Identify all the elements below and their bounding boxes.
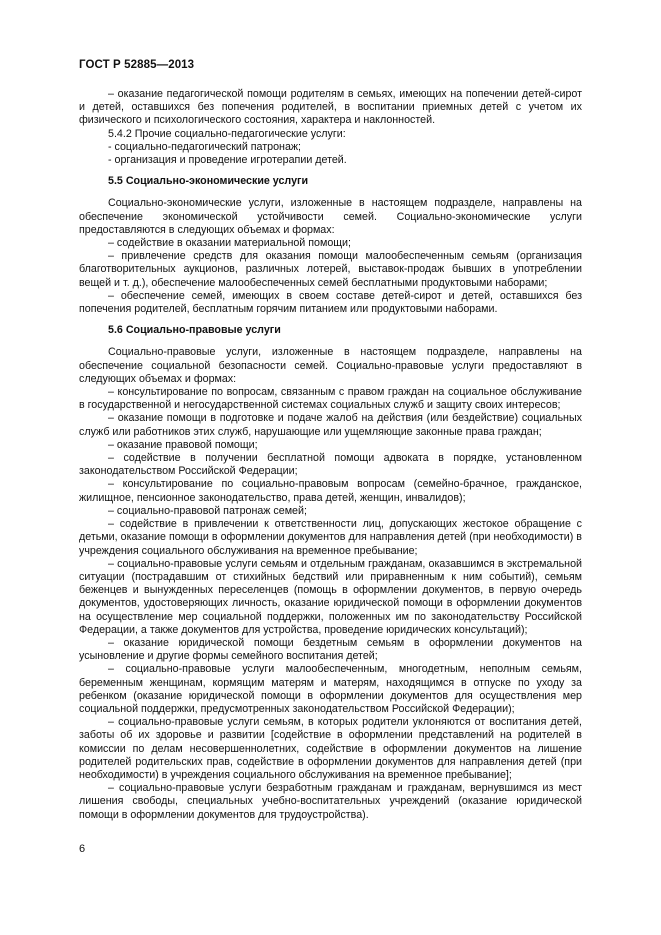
paragraph: – социально-правовые услуги безработным гражданам и гражданам, вернувшимся из мест лишения свободы, специальных учебно-воспитательных учреждений (оказание юридической помощи в оформлении документов для трудоустройства). — [79, 782, 582, 821]
paragraph: – содействие в оказании материальной помощи; — [108, 237, 351, 250]
paragraph: – содействие в привлечении к ответственности лиц, допускающих жестокое обращение с детьми, оказание помощи в оформлении документов для направления детей (при необходимости) в учреждения социального обслуживания на временное пребывание; — [79, 518, 582, 557]
paragraph: 5.4.2 Прочие социально-педагогические услуги: — [108, 127, 346, 140]
section-heading: 5.6 Социально-правовые услуги — [108, 324, 281, 337]
paragraph: – оказание педагогической помощи родителям в семьях, имеющих на попечении детей-сирот и детей, оставшихся без попечения родителей, в воспитании приемных детей с учетом их физического и психологического состояния, характера и наклонностей. — [79, 88, 582, 127]
page-number: 6 — [79, 843, 86, 855]
paragraph: - организация и проведение игротерапии детей. — [108, 154, 347, 167]
paragraph: – консультирование по социально-правовым вопросам (семейно-брачное, гражданское, жилищное, пенсионное законодательство, права детей, женщин, инвалидов); — [79, 478, 582, 504]
paragraph: – социально-правовые услуги малообеспеченным, многодетным, неполным семьям, беременным женщинам, кормящим матерям и матерям, находящимся в отпуске по уходу за ребенком (оказание юридической помощи в оформлении документов для осуществления мер социальной поддержки, предусмотренных законодательством Российской Федерации); — [79, 663, 582, 715]
paragraph: – обеспечение семей, имеющих в своем составе детей-сирот и детей, оставшихся без попечения родителей, бесплатным горячим питанием или продуктовыми наборами. — [79, 289, 582, 316]
paragraph: – социально-правовые услуги семьям, в которых родители уклоняются от воспитания детей, заботы об их здоровье и развитии [содействие в оформлении представлений на родителей в комиссии по делам несовершеннолетних, содействие в оформлении документов на лишение родителей родительских прав, содействие в оформлении документов для направления детей (при необходимости) в учреждения социального обслуживания на временное пребывание]; — [79, 716, 582, 781]
section-heading: 5.5 Социально-экономические услуги — [108, 175, 309, 188]
paragraph: - социально-педагогический патронаж; — [108, 140, 302, 153]
document-body — [79, 88, 582, 822]
paragraph: – консультирование по вопросам, связанным с правом граждан на социальное обслуживание в государственной и негосударственной системах социальных служб и защиту своих интересов; — [79, 386, 582, 412]
paragraph: Социально-экономические услуги, изложенные в настоящем подразделе, направлены на обеспечение экономической устойчивости семей. Социально-экономические услуги предоставляются в следующих объемах и формах: — [79, 197, 582, 236]
paragraph: – оказание юридической помощи бездетным семьям в оформлении документов на усыновление и другие формы семейного воспитания детей; — [79, 636, 582, 663]
paragraph: – социально-правовые услуги семьям и отдельным гражданам, оказавшимся в экстремальной ситуации (пострадавшим от стихийных бедствий или приравненным к ним событий), семьям беженцев и вынужденных переселенцев (помощь в оформлении документов, в первую очередь документов, удостоверяющих личность, оказание юридической помощи в оформлении документов на осуществление мер социальной поддержки, положенных им по законодательству Российской Федерации, а также документов для устройства, проведение юридических консультаций); — [79, 557, 582, 636]
paragraph: – содействие в получении бесплатной помощи адвоката в порядке, установленном законодательством Российской Федерации; — [79, 452, 582, 478]
paragraph: – привлечение средств для оказания помощи малообеспеченным семьям (организация благотворительных аукционов, различных лотерей, выставок-продаж бывших в употреблении вещей и т. д.), обеспечение малообеспеченных семей бесплатными продуктовыми наборами; — [79, 250, 582, 289]
paragraph: Социально-правовые услуги, изложенные в настоящем подразделе, направлены на обеспечение социальной безопасности семей. Социально-правовые услуги предоставляют в следующих объемах и формах: — [79, 346, 582, 385]
paragraph: – оказание помощи в подготовке и подаче жалоб на действия (или бездействие) социальных служб или работников этих служб, нарушающие или ущемляющие законные права граждан; — [79, 412, 582, 438]
paragraph: – оказание правовой помощи; — [108, 438, 258, 451]
paragraph: – социально-правовой патронаж семей; — [108, 504, 307, 517]
document-code-header: ГОСТ Р 52885—2013 — [79, 59, 195, 71]
